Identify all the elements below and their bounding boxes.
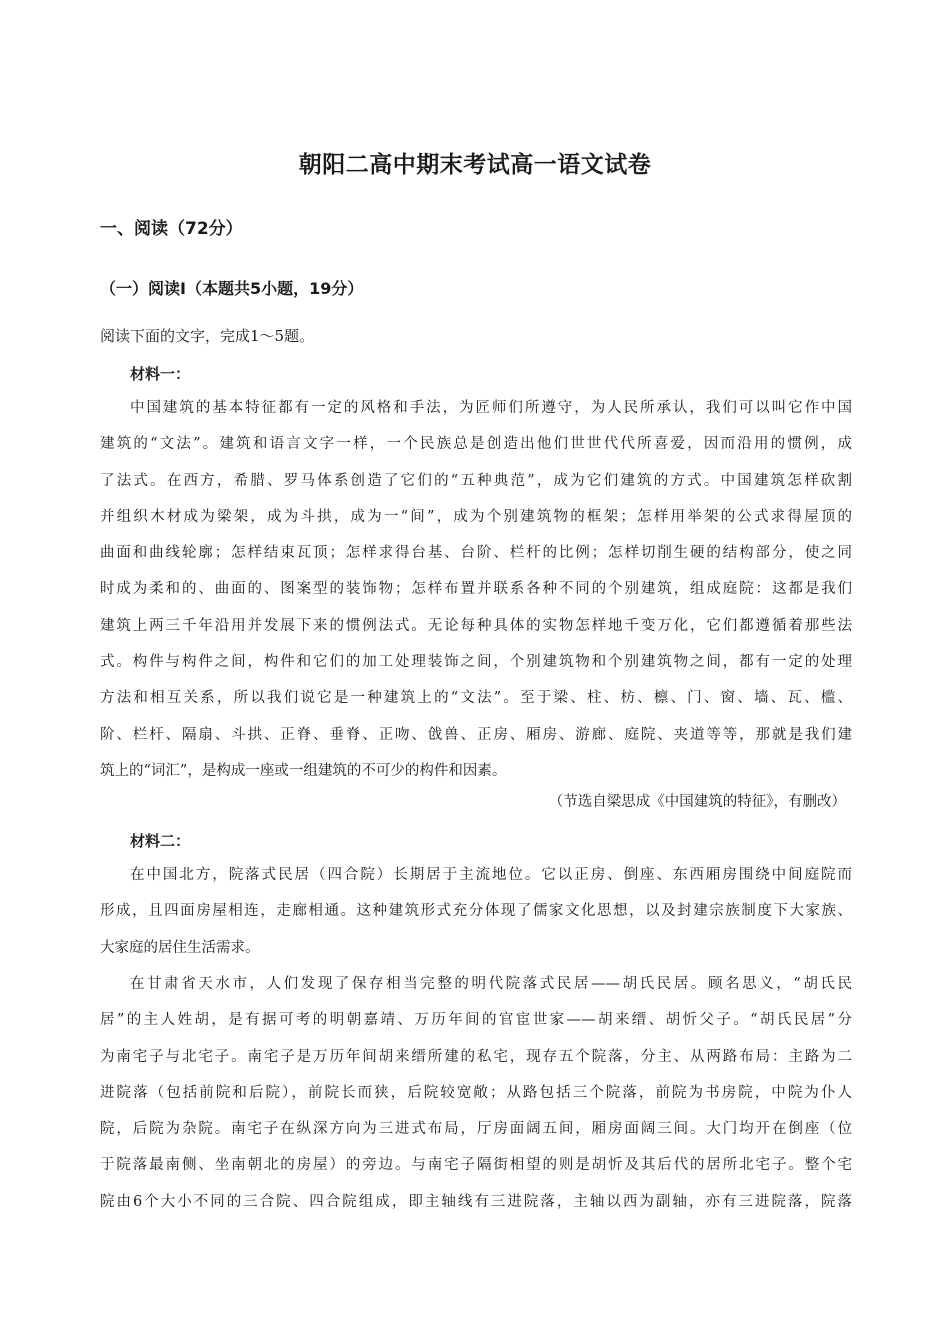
text-line: 筑上的“词汇”，是构成一座或一组建筑的不可少的构件和因素。 [100,762,507,779]
text-line: 大家庭的居住生活需求。 [100,939,260,956]
text-line: 中国建筑的基本特征都有一定的风格和手法，为匠师们所遵守，为人民所承认，我们可以叫它作中国 [130,400,852,416]
text-line: 曲面和曲线轮廓；怎样结束瓦顶；怎样求得台基、台阶、栏杆的比例；怎样切削生硬的结构部分，使之同 [100,545,852,562]
subsection-heading: （一）阅读Ⅰ（本题共5小题，19分） [100,279,364,298]
reading-instruction: 阅读下面的文字，完成1～5题。 [100,327,315,345]
text-line: 为南宅子与北宅子。南宅子是万历年间胡来缙所建的私宅，现存五个院落，分主、从两路布局：主路为二 [100,1048,852,1065]
material-two-paragraph-two [100,966,852,1220]
text-line: 式。构件与构件之间，构件和它们的加工处理装饰之间，个别建筑物和个别建筑物之间，都有一定的处理 [100,654,852,671]
text-line: 建筑的“文法”。建筑和语言文字一样，一个民族总是创造出他们世世代代所喜爱，因而沿用的惯例，成 [100,436,852,453]
page-title: 朝阳二高中期末考试高一语文试卷 [298,152,652,178]
material-one-label: 材料一： [130,365,191,383]
text-line: 院，后院为杂院。南宅子在纵深方向为三进式布局，厅房面阔五间，厢房面阔三间。大门均开在倒座（位 [100,1121,852,1138]
material-two-label: 材料二： [130,832,191,850]
text-line: 在甘肃省天水市，人们发现了保存相当完整的明代院落式民居——胡氏民居。顾名思义，“胡氏民 [130,976,852,992]
text-line: 阶、栏杆、隔扇、斗拱、正脊、垂脊、正吻、戗兽、正房、厢房、游廊、庭院、夹道等等，那就是我们建 [100,726,852,743]
text-line: 并组织木材成为梁架，成为斗拱，成为一“间”，成为个别建筑物的框架；怎样用举架的公式求得屋顶的 [100,508,852,525]
text-line: 在中国北方，院落式民居（四合院）长期居于主流地位。它以正房、倒座、东西厢房围绕中间庭院而 [130,867,852,883]
material-two-paragraph-one [100,857,852,966]
text-line: 建筑上两三千年沿用并发展下来的惯例法式。无论每种具体的实物怎样地千变万化，它们都遵循着那些法 [100,617,852,634]
text-line: 院由6个大小不同的三合院、四合院组成，即主轴线有三进院落，主轴以西为副轴，亦有三进院落，院落 [100,1193,852,1210]
text-line: 进院落（包括前院和后院），前院长而狭，后院较宽敞；从路包括三个院落，前院为书房院，中院为仆人 [100,1084,852,1101]
material-one-paragraph [100,390,852,789]
text-line: 于院落最南侧、坐南朝北的房屋）的旁边。与南宅子隔街相望的则是胡忻及其后代的居所北宅子。整个宅 [100,1157,852,1174]
text-line: 居”的主人姓胡，是有据可考的明朝嘉靖、万历年间的官宦世家——胡来缙、胡忻父子。“胡氏民居”分 [100,1012,852,1029]
text-line: 方法和相互关系，所以我们说它是一种建筑上的“文法”。至于梁、柱、枋、檩、门、窗、墙、瓦、槛、 [100,690,852,707]
section-heading: 一、阅读（72分） [100,219,243,239]
text-line: 了法式。在西方，希腊、罗马体系创造了它们的“五种典范”，成为它们建筑的方式。中国建筑怎样砍割 [100,472,852,489]
text-line: 形成，且四面房屋相连，走廊相通。这种建筑形式充分体现了儒家文化思想，以及封建宗族制度下大家族、 [100,903,852,920]
material-one-source: （节选自梁思成《中国建筑的特征》，有删改） [548,794,846,810]
text-line: 时成为柔和的、曲面的、图案型的装饰物；怎样布置并联系各种不同的个别建筑，组成庭院：这都是我们 [100,581,852,598]
